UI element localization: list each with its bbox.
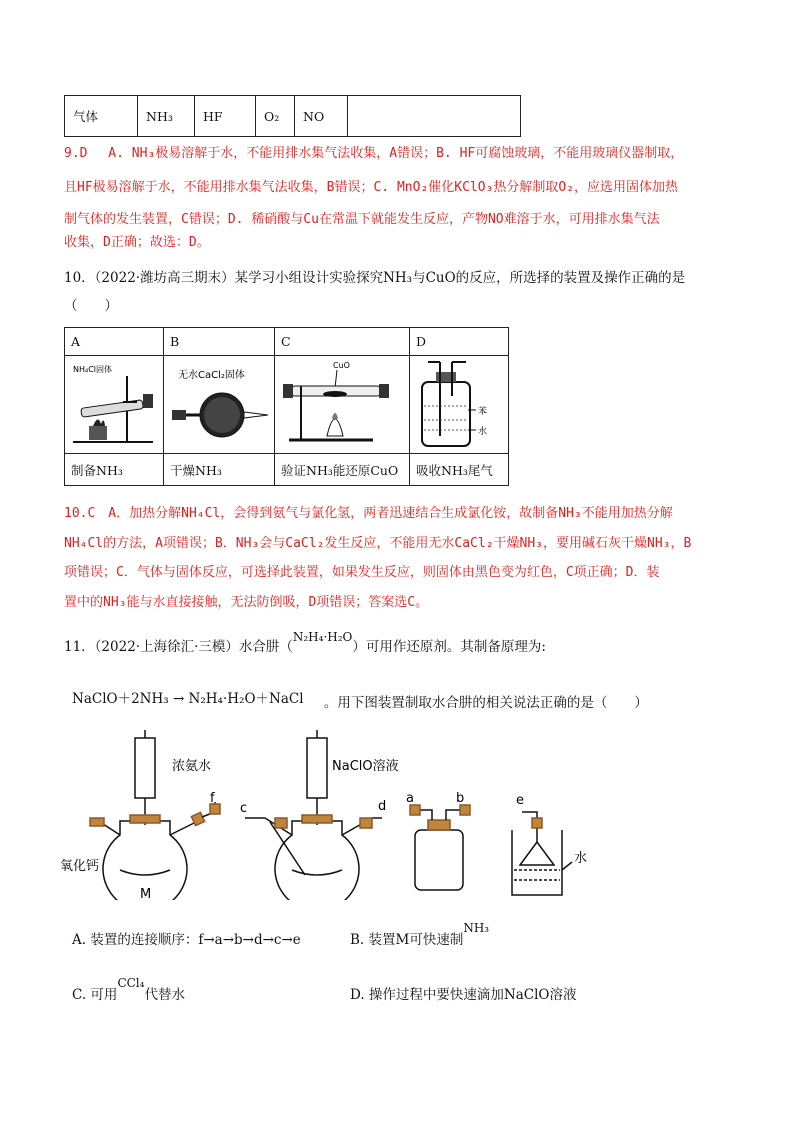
q10-blank: （ ） [64,298,118,314]
gas-table [64,95,521,137]
option-caption: 验证NH₃能还原CuO [275,454,410,486]
option-caption: 吸收NH₃尾气 [410,454,509,486]
q11-option-b-text: B. 装置M可快速制 [350,932,464,948]
gas-table-cell: HF [195,96,256,137]
q10-answer-line: NH₄Cl的方法，A项错误；B．NH₃会与CaCl₂发生反应，不能用无水CaCl₂干燥NH₃，要用碱石灰干燥NH₃，B [64,536,692,551]
q11-option-c [72,976,185,1005]
option-d-image [410,356,509,454]
q9-answer-line: 收集，D正确；故选：D。 [64,235,210,250]
q11-stem-part: 。用下图装置制取水合肼的相关说法正确的是（ ） [323,695,648,711]
q11-option-b-formula: NH₃ [463,921,490,935]
gas-table-cell: NO [295,96,348,137]
q9-answer-line: 且HF极易溶解于水，不能用排水集气法收集，B错误；C. MnO₂催化KClO₃热分解制取O₂，应选用固体加热 [64,180,679,195]
label-water: 水 [574,851,588,866]
port-label: d [378,799,387,814]
q10-options-table [64,327,509,486]
q11-stem [64,630,546,657]
label-m: M [140,887,152,900]
option-letter: C [275,328,410,356]
option-letter: B [164,328,275,356]
option-d-label-water: 水 [478,427,488,437]
option-a-label: NH₄Cl固体 [73,365,113,374]
option-letter: A [65,328,164,356]
label-ammonia: 浓氨水 [172,759,212,774]
port-label: b [456,791,465,806]
port-label: f [210,791,215,806]
option-b-label: 无水CaCl₂固体 [178,370,245,381]
gas-table-cell [348,96,521,137]
label-naclo: NaClO溶液 [332,759,399,774]
option-c-label: CuO [333,361,350,370]
option-b-image [164,356,275,454]
port-label: e [516,793,524,808]
q11-option-a: A. 装置的连接顺序：f→a→b→d→c→e [72,932,301,948]
q10-answer-line: 置中的NH₃能与水直接接触，无法防倒吸，D项错误；答案选C。 [64,595,429,610]
label-cao: 氧化钙 [60,859,100,874]
q10-answer-line: 项错误；C．气体与固体反应，可选择此装置，如果发生反应，则固体由黑色变为红色，C项正确；D．装 [64,565,660,580]
option-letter: D [410,328,509,356]
option-a-image [65,356,164,454]
option-caption: 干燥NH₃ [164,454,275,486]
gas-table-cell: O₂ [256,96,295,137]
hydrazine-formula: N₂H₄·H₂O [292,630,353,644]
q11-option-d: D. 操作过程中要快速滴加NaClO溶液 [350,987,577,1003]
port-label: a [406,791,414,806]
reaction-equation: NaClO＋2NH₃ → N₂H₄·H₂O＋NaCl [72,691,304,707]
port-label: c [240,801,248,816]
q9-answer-line: 制气体的发生装置，C错误；D. 稀硝酸与Cu在常温下就能发生反应，产物NO难溶于水，可用排水集气法 [64,212,660,227]
option-c-image [275,356,410,454]
gas-table-cell: 气体 [65,96,138,137]
q11-option-c-formula: CCl₄ [117,976,145,990]
option-caption: 制备NH₃ [65,454,164,486]
q11-stem-part: 11．（2022·上海徐汇·三模）水合肼（ [64,639,293,655]
q11-stem-part: ）可用作还原剂。其制备原理为: [352,639,546,655]
option-d-label-benzene: 苯 [478,407,488,417]
q11-option-c-text: 代替水 [144,987,185,1003]
q10-stem: 10．（2022·潍坊高三期末）某学习小组设计实验探究NH₃与CuO的反应，所选择的装置及操作正确的是 [64,270,686,286]
q11-equation-line [72,689,648,709]
q11-option-c-text: C. 可用 [72,987,118,1003]
q10-answer-line: 10.C A．加热分解NH₄Cl，会得到氨气与氯化氢，两者迅速结合生成氯化铵，故制备NH₃不能用加热分解 [64,506,673,521]
q9-answer-line: 9.D A. NH₃极易溶解于水，不能用排水集气法收集，A错误；B. HF可腐蚀玻璃，不能用玻璃仪器制取， [64,146,684,161]
gas-table-cell: NH₃ [138,96,195,137]
q11-option-b [350,921,490,950]
q11-apparatus-figure [60,730,620,900]
